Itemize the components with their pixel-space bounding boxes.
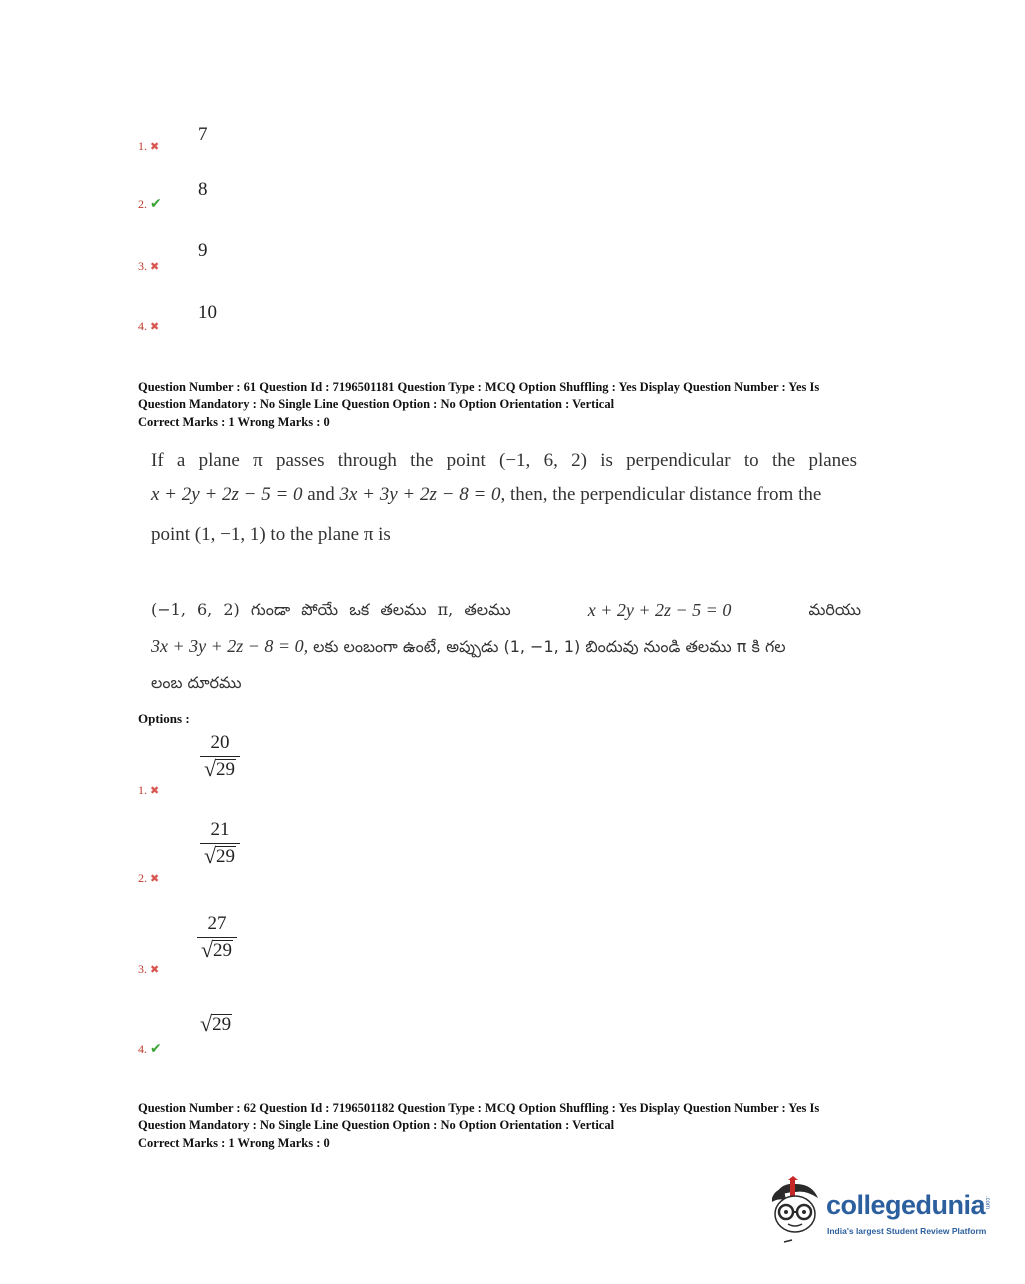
telugu-plane-equation-1: x + 2y + 2z − 5 = 0	[587, 600, 732, 620]
q61-option-4-number	[138, 1041, 162, 1057]
q61-meta-line3: Correct Marks : 1 Wrong Marks : 0	[138, 415, 330, 429]
q61-meta	[138, 379, 938, 431]
radical-icon: √	[203, 843, 217, 868]
logo-tagline: India's largest Student Review Platform	[827, 1226, 987, 1236]
option-number-label: 2.	[138, 871, 147, 885]
check-icon: ✔	[150, 196, 162, 212]
prev-option-2-value: 8	[198, 179, 208, 200]
collegedunia-logo[interactable]	[766, 1176, 996, 1246]
q61-option-1-fraction	[200, 732, 240, 780]
q61-option-3-fraction	[197, 913, 237, 961]
telugu-line1-part-b: మరియు	[808, 600, 861, 619]
q61-option-2-number	[138, 871, 159, 886]
radicand: 29	[213, 940, 233, 961]
q61-option-3-number	[138, 962, 159, 977]
radical-icon: √	[200, 1011, 213, 1036]
radical-icon: √	[200, 937, 214, 962]
fraction-numerator: 27	[207, 913, 227, 934]
q61-meta-line1: Question Number : 61 Question Id : 7196501181 Question Type : MCQ Option Shuffling : Yes Display Question Number : Yes Is	[138, 380, 820, 394]
telugu-line1-part-a: (−1, 6, 2) గుండా పోయే ఒక తలము π, తలము	[151, 600, 511, 619]
radicand: 29	[212, 1014, 232, 1035]
option-number-label: 3.	[138, 962, 147, 976]
wrong-icon: ✖	[150, 872, 160, 885]
plane-equation-1: x + 2y + 2z − 5 = 0	[151, 484, 303, 505]
q61-option-1-number	[138, 783, 159, 798]
q61-option-2-fraction	[200, 819, 240, 867]
q61-english-line1: If a plane π passes through the point (−1, 6, 2) is perpendicular to the planes	[151, 450, 857, 471]
q61-english-line2	[151, 478, 857, 512]
q61-english-line3: point (1, −1, 1) to the plane π is	[151, 524, 391, 545]
radicand: 29	[216, 759, 236, 780]
radical-icon: √	[203, 756, 217, 781]
prev-option-1-number	[138, 139, 159, 154]
q62-meta	[138, 1100, 938, 1152]
q61-english-text	[151, 444, 857, 552]
mascot-icon	[766, 1176, 824, 1246]
fraction-numerator: 21	[210, 819, 230, 840]
and-word: and	[307, 484, 335, 505]
q61-option-4-value	[200, 1013, 232, 1037]
wrong-icon: ✖	[150, 320, 160, 333]
q62-meta-line3: Correct Marks : 1 Wrong Marks : 0	[138, 1136, 330, 1150]
prev-option-3-number	[138, 259, 159, 274]
square-root	[204, 758, 236, 780]
option-number-label: 1.	[138, 783, 147, 797]
option-number-label: 4.	[138, 319, 147, 333]
prev-option-4-number	[138, 319, 159, 334]
plane-equation-2: 3x + 3y + 2z − 8 = 0	[339, 484, 501, 505]
square-root	[204, 845, 236, 867]
q61-telugu-line3: లంబ దూరము	[151, 673, 242, 692]
logo-suffix: .com	[984, 1196, 990, 1210]
q61-telugu-text	[151, 592, 861, 701]
q62-meta-line2: Question Mandatory : No Single Line Question Option : No Option Orientation : Vertical	[138, 1117, 615, 1132]
q61-telugu-line2	[151, 628, 861, 665]
option-number-label: 1.	[138, 139, 147, 153]
square-root	[201, 939, 233, 961]
logo-wordmark: collegedunia	[826, 1190, 986, 1220]
radicand: 29	[216, 846, 236, 867]
fraction-numerator: 20	[210, 732, 230, 753]
option-number-label: 4.	[138, 1041, 147, 1056]
english-line2-rest: , then, the perpendicular distance from the	[500, 484, 822, 505]
prev-option-2-number	[138, 196, 162, 212]
wrong-icon: ✖	[150, 784, 160, 797]
telugu-plane-equation-2: 3x + 3y + 2z − 8 = 0,	[151, 636, 309, 656]
q61-telugu-line1	[151, 592, 861, 628]
wrong-icon: ✖	[150, 140, 160, 153]
option-number-label: 2.	[138, 196, 147, 211]
check-icon: ✔	[150, 1041, 162, 1057]
q61-meta-line2: Question Mandatory : No Single Line Question Option : No Option Orientation : Vertical	[138, 396, 615, 411]
option-number-label: 3.	[138, 259, 147, 273]
options-label: Options :	[138, 711, 190, 726]
q62-meta-line1: Question Number : 62 Question Id : 7196501182 Question Type : MCQ Option Shuffling : Yes Display Question Number : Yes Is	[138, 1101, 820, 1115]
prev-option-1-value: 7	[198, 124, 208, 145]
prev-option-4-value: 10	[198, 302, 217, 323]
square-root	[200, 1013, 232, 1035]
telugu-line2-rest: లకు లంబంగా ఉంటే, అప్పుడు (1, −1, 1) బిందువు నుండి తలము π కి గల	[313, 637, 786, 656]
wrong-icon: ✖	[150, 260, 160, 273]
prev-option-3-value: 9	[198, 240, 208, 261]
wrong-icon: ✖	[150, 963, 160, 976]
